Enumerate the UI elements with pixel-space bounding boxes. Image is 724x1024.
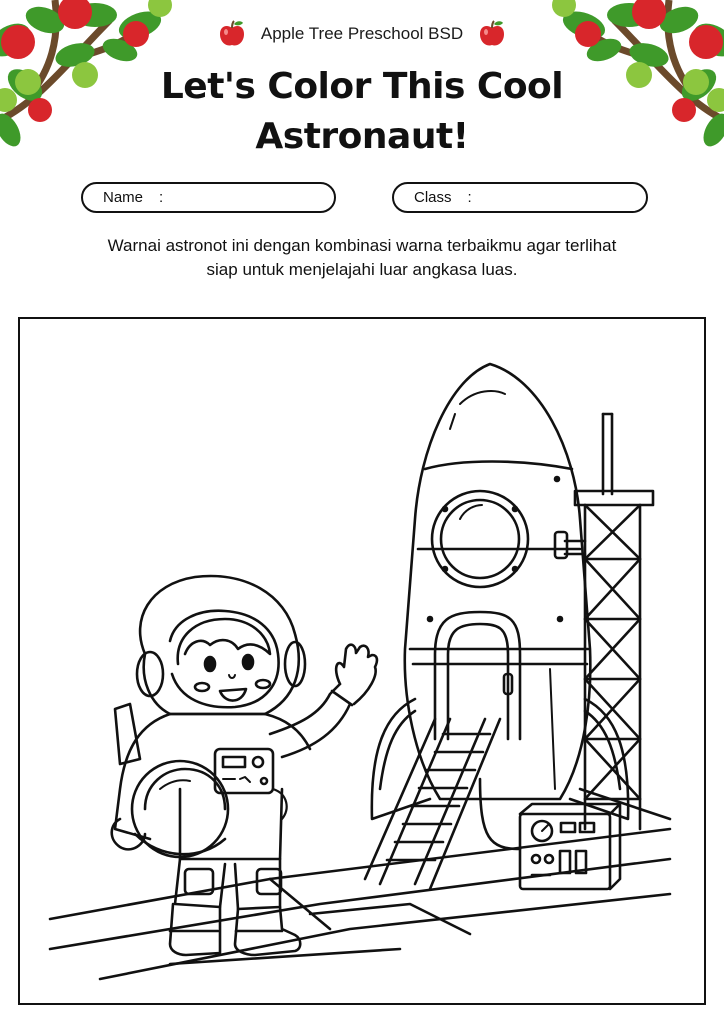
school-header	[0, 16, 724, 52]
name-field[interactable]	[81, 182, 336, 213]
launch-tower	[555, 414, 653, 829]
apple-icon	[217, 19, 247, 49]
class-field[interactable]	[392, 182, 648, 213]
title-line-1: Let's Color This Cool	[160, 66, 564, 107]
coloring-frame	[18, 317, 706, 1005]
launch-pad-lines	[50, 789, 670, 979]
instructions-text	[40, 234, 684, 282]
class-colon: :	[467, 189, 472, 206]
astronaut-illustration	[112, 576, 377, 955]
page-title	[0, 62, 724, 162]
school-name: Apple Tree Preschool BSD	[260, 24, 464, 43]
class-label: Class	[414, 189, 452, 206]
name-colon: :	[159, 189, 164, 206]
name-label: Name	[103, 189, 144, 206]
instructions-line-1: Warnai astronot ini dengan kombinasi warna terbaikmu agar terlihat	[107, 236, 617, 255]
apple-icon	[477, 19, 507, 49]
title-line-2: Astronaut!	[255, 116, 469, 157]
coloring-illustration	[20, 319, 704, 1003]
instructions-line-2: siap untuk menjelajahi luar angkasa luas.	[206, 260, 518, 279]
rocket-illustration	[372, 364, 628, 819]
